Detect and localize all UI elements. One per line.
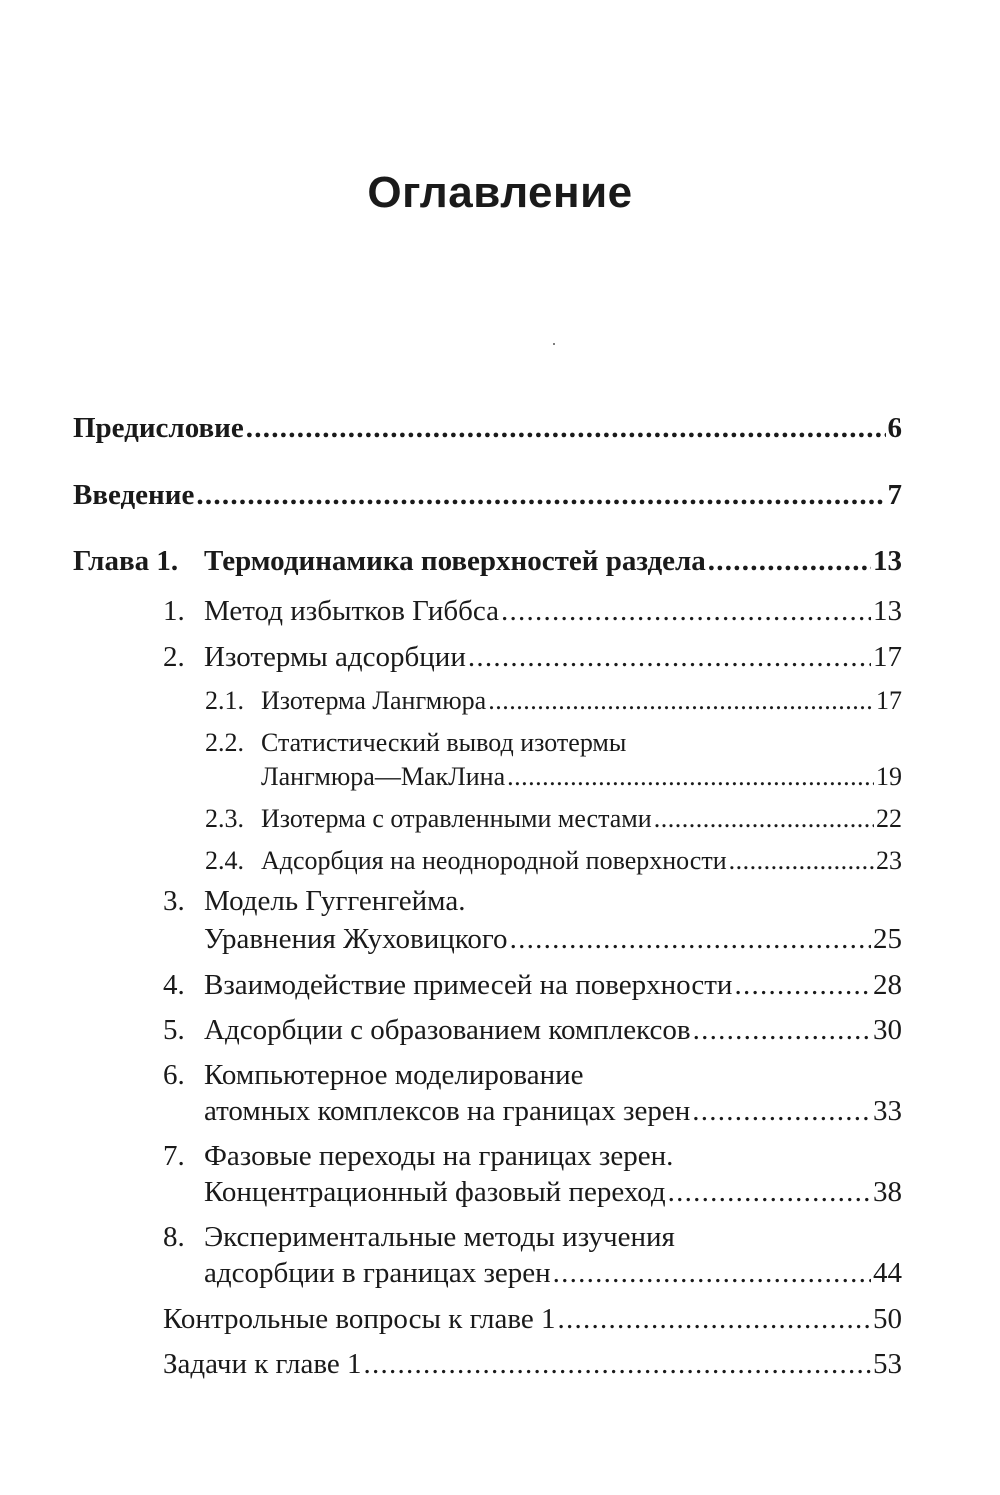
toc-entry-review-questions[interactable]: [163, 1305, 902, 1334]
toc-page-number: 44: [873, 1257, 902, 1289]
dot-leader: [693, 1016, 871, 1045]
toc-section-number: 3.: [163, 885, 185, 917]
toc-page-number: 50: [873, 1303, 902, 1335]
toc-page-number: 6: [887, 412, 902, 444]
toc-entry-introduction[interactable]: [73, 481, 902, 510]
dot-leader: [654, 806, 874, 832]
dot-leader: [708, 547, 871, 576]
toc-subsection-number: 2.3.: [205, 804, 244, 833]
toc-page-number: 28: [873, 969, 902, 1001]
toc-entry-section-5[interactable]: [163, 1016, 902, 1045]
toc-page-number: 13: [873, 595, 902, 627]
toc-entry-problems[interactable]: [163, 1350, 902, 1379]
toc-entry-label: Контрольные вопросы к главе 1: [163, 1303, 556, 1335]
toc-page-number: 25: [873, 923, 902, 955]
toc-section-number: 5.: [163, 1014, 185, 1046]
toc-entry-section-4[interactable]: [163, 971, 902, 1000]
toc-entry-section-7[interactable]: [204, 1178, 902, 1207]
toc-entry-section-2-2[interactable]: [261, 764, 902, 790]
toc-entry-preface[interactable]: [73, 414, 902, 443]
toc-entry-section-2-4[interactable]: [205, 848, 902, 874]
toc-chapter-number: Глава 1.: [73, 545, 179, 577]
toc-entry-label: Изотерма Лангмюра: [261, 686, 487, 715]
dot-leader: [196, 481, 885, 510]
scan-speck: [553, 343, 555, 345]
dot-leader: [246, 414, 886, 443]
toc-page-number: 7: [887, 479, 902, 511]
toc-entry-label: Взаимодействие примесей на поверхности: [204, 969, 733, 1001]
toc-entry-label: Метод избытков Гиббса: [204, 595, 499, 627]
toc-page-number: 17: [876, 686, 902, 715]
toc-section-number: 2.: [163, 641, 185, 673]
dot-leader: [668, 1178, 871, 1207]
dot-leader: [553, 1259, 871, 1288]
toc-entry-label-line1: Модель Гуггенгейма.: [204, 885, 466, 917]
toc-entry-label: адсорбции в границах зерен: [204, 1257, 551, 1289]
toc-entry-chapter-1[interactable]: [73, 547, 902, 576]
toc-entry-label-line1: Компьютерное моделирование: [204, 1059, 584, 1091]
toc-entry-label: Термодинамика поверхностей раздела: [204, 545, 706, 577]
dot-leader: [557, 1305, 871, 1334]
dot-leader: [507, 764, 874, 790]
dot-leader: [729, 848, 874, 874]
toc-entry-section-1[interactable]: [163, 597, 902, 626]
toc-page-number: 30: [873, 1014, 902, 1046]
toc-entry-label: Лангмюра—МакЛина: [261, 762, 506, 791]
toc-entry-label: Предисловие: [73, 412, 244, 444]
toc-page-number: 19: [876, 762, 902, 791]
dot-leader: [363, 1350, 871, 1379]
toc-entry-label-line1: Статистический вывод изотермы: [261, 728, 627, 757]
toc-entry-label-line1: Экспериментальные методы изучения: [204, 1221, 675, 1253]
toc-subsection-number: 2.1.: [205, 686, 244, 715]
toc-entry-section-2[interactable]: [163, 643, 902, 672]
toc-entry-label: Уравнения Жуховицкого: [204, 923, 508, 955]
toc-subsection-number: 2.4.: [205, 846, 244, 875]
toc-section-number: 1.: [163, 595, 185, 627]
toc-entry-label: Изотерма с отравленными местами: [261, 804, 652, 833]
toc-section-number: 8.: [163, 1221, 185, 1253]
toc-entry-section-6-line1: [163, 1061, 584, 1090]
page-title: Оглавление: [367, 168, 633, 217]
dot-leader: [734, 971, 871, 1000]
toc-entry-section-7-line1: [163, 1142, 673, 1171]
toc-entry-section-2-3[interactable]: [205, 806, 902, 832]
toc-entry-label: Изотермы адсорбции: [204, 641, 466, 673]
toc-entry-label: Адсорбция на неоднородной поверхности: [261, 846, 727, 875]
toc-page-number: 33: [873, 1095, 902, 1127]
dot-leader: [692, 1097, 871, 1126]
toc-entry-label: Введение: [73, 479, 195, 511]
toc-page-number: 53: [873, 1348, 902, 1380]
toc-entry-label-line1: Фазовые переходы на границах зерен.: [204, 1140, 674, 1172]
toc-page-number: 17: [873, 641, 902, 673]
dot-leader: [488, 688, 874, 714]
toc-entry-label: Задачи к главе 1: [163, 1348, 362, 1380]
toc-entry-section-2-2-line1: [205, 730, 626, 756]
toc-page-number: 38: [873, 1176, 902, 1208]
toc-section-number: 4.: [163, 969, 185, 1001]
toc-page-number: 23: [876, 846, 902, 875]
toc-subsection-number: 2.2.: [205, 728, 244, 757]
toc-page-number: 22: [876, 804, 902, 833]
toc-entry-section-2-1[interactable]: [205, 688, 902, 714]
toc-entry-section-8[interactable]: [204, 1259, 902, 1288]
toc-entry-label: Адсорбции с образованием комплексов: [204, 1014, 691, 1046]
toc-entry-label: атомных комплексов на границах зерен: [204, 1095, 691, 1127]
toc-entry-label: Концентрационный фазовый переход: [204, 1176, 666, 1208]
dot-leader: [501, 597, 871, 626]
toc-entry-section-6[interactable]: [204, 1097, 902, 1126]
dot-leader: [510, 925, 871, 954]
toc-page-number: 13: [873, 545, 902, 577]
toc-entry-section-8-line1: [163, 1223, 675, 1252]
dot-leader: [468, 643, 871, 672]
toc-section-number: 6.: [163, 1059, 185, 1091]
toc-entry-section-3-line1: [163, 887, 465, 916]
toc-entry-section-3[interactable]: [204, 925, 902, 954]
toc-section-number: 7.: [163, 1140, 185, 1172]
